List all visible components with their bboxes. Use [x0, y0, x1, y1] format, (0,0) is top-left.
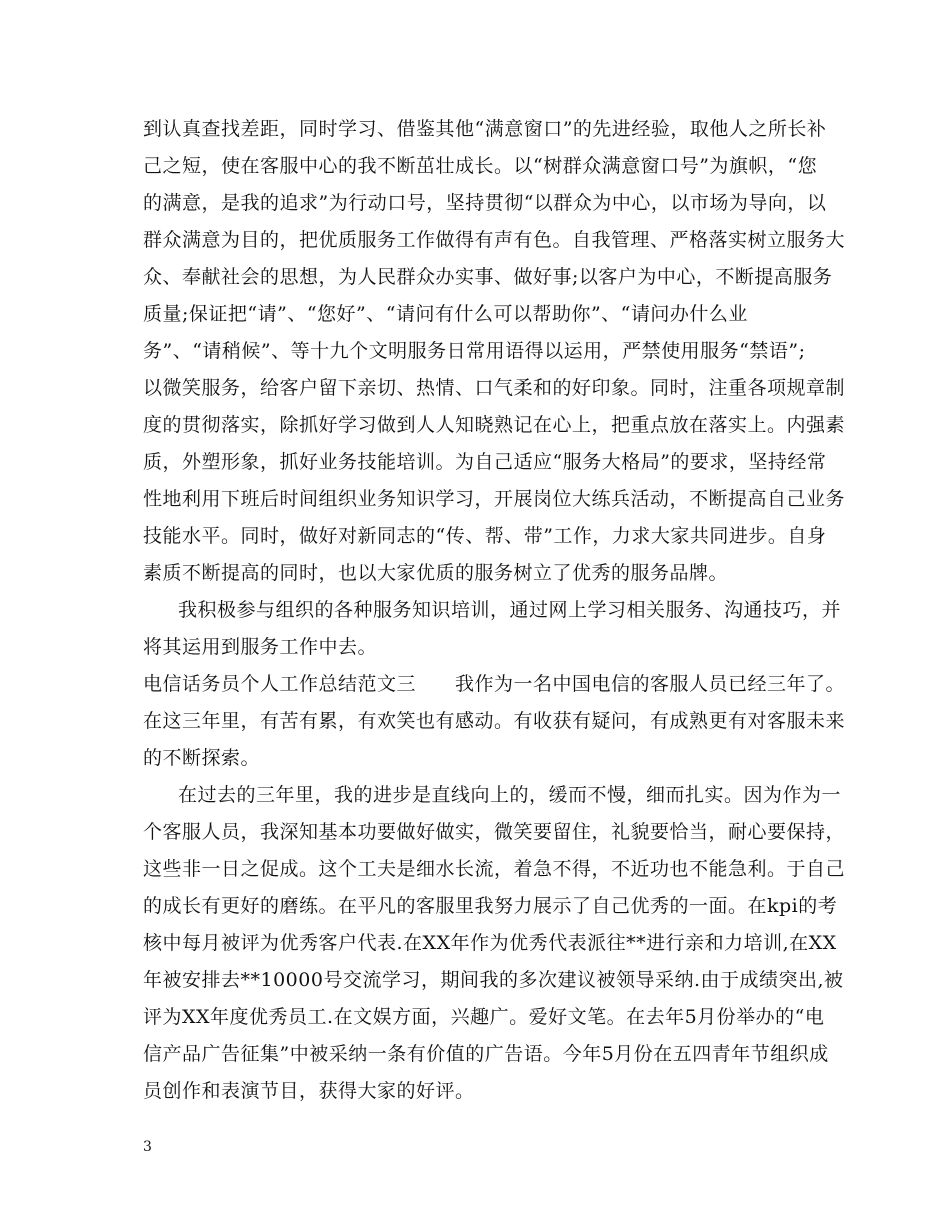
text-line: 性地利用下班后时间组织业务知识学习，开展岗位大练兵活动，不断提高自己业务	[143, 488, 846, 510]
text-line: 群众满意为目的，把优质服务工作做得有声有色。自我管理、严格落实树立服务大	[143, 229, 846, 251]
text-line: 技能水平。同时，做好对新同志的“传、帮、带”工作，力求大家共同进步。自身	[143, 525, 827, 547]
paragraph-first-line: 我积极参与组织的各种服务知识培训，通过网上学习相关服务、沟通技巧，并	[178, 599, 842, 621]
text-line: 这些非一日之促成。这个工夫是细水长流，着急不得，不近功也不能急利。于自己	[143, 858, 846, 880]
paragraph-first-line: 在过去的三年里，我的进步是直线向上的，缓而不慢，细而扎实。因为作为一	[178, 784, 842, 806]
text-line: 个客服人员，我深知基本功要做好做实，微笑要留住，礼貌要恰当，耐心要保持，	[143, 821, 846, 843]
text-line: 己之短，使在客服中心的我不断茁壮成长。以“树群众满意窗口号”为旗帜，“您	[143, 155, 818, 177]
text-line: 将其运用到服务工作中去。	[143, 636, 378, 658]
text-line: 的满意，是我的追求”为行动口号，坚持贯彻“以群众为中心，以市场为导向，以	[143, 192, 827, 214]
text-line: 众、奉献社会的思想，为人民群众办实事、做好事;以客户为中心，不断提高服务	[143, 266, 833, 288]
text-line: 核中每月被评为优秀客户代表.在XX年作为优秀代表派往**进行亲和力培训,在XX	[143, 932, 837, 954]
text-line: 质量;保证把“请”、“您好”、“请问有什么可以帮助你”、“请问办什么业	[143, 303, 748, 325]
text-line: 质，外塑形象，抓好业务技能培训。为自己适应“服务大格局”的要求，坚持经常	[143, 451, 827, 473]
text-line: 在这三年里，有苦有累，有欢笑也有感动。有收获有疑问，有成熟更有对客服未来	[143, 710, 846, 732]
text-line: 素质不断提高的同时，也以大家优质的服务树立了优秀的服务品牌。	[143, 562, 729, 584]
text-line: 员创作和表演节目，获得大家的好评。	[143, 1080, 475, 1102]
text-line: 到认真查找差距，同时学习、借鉴其他“满意窗口”的先进经验，取他人之所长补	[143, 118, 827, 140]
text-line: 的成长有更好的磨练。在平凡的客服里我努力展示了自己优秀的一面。在kpi的考	[143, 895, 838, 917]
text-line: 以微笑服务，给客户留下亲切、热情、口气柔和的好印象。同时，注重各项规章制	[143, 377, 846, 399]
text-line: 务”、“请稍候”、等十九个文明服务日常用语得以运用，严禁使用服务“禁语”;	[143, 340, 806, 362]
section-heading-line: 电信话务员个人工作总结范文三 我作为一名中国电信的客服人员已经三年了。	[143, 673, 846, 695]
text-line: 信产品广告征集”中被采纳一条有价值的广告语。今年5月份在五四青年节组织成	[143, 1043, 829, 1065]
text-line: 年被安排去**10000号交流学习，期间我的多次建议被领导采纳.由于成绩突出,被	[143, 969, 844, 991]
page-number: 3	[143, 1139, 152, 1155]
text-line: 评为XX年度优秀员工.在文娱方面，兴趣广。爱好文笔。在去年5月份举办的“电	[143, 1006, 825, 1028]
text-line: 的不断探索。	[143, 747, 261, 769]
text-line: 度的贯彻落实，除抓好学习做到人人知晓熟记在心上，把重点放在落实上。内强素	[143, 414, 846, 436]
